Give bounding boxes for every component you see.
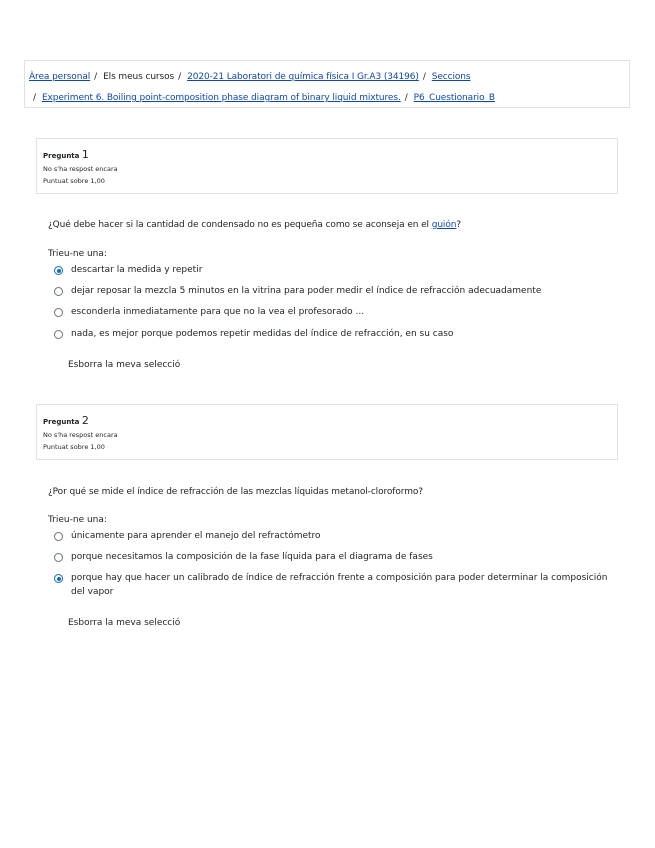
question-1-answer-d[interactable] <box>54 327 614 341</box>
breadcrumb-sections-link[interactable]: Seccions <box>431 72 471 82</box>
breadcrumb-line-1 <box>29 67 625 88</box>
question-label: Pregunta <box>43 152 80 160</box>
question-1-text-part: ¿Qué debe hacer si la cantidad de condensado no es pequeña como se aconseja en el <box>48 220 432 230</box>
question-2-answer-a[interactable] <box>54 529 614 543</box>
radio-icon[interactable] <box>54 308 63 317</box>
question-2-number <box>43 414 611 427</box>
question-label: Pregunta <box>43 418 80 426</box>
question-1-grade: Puntuat sobre 1,00 <box>43 177 105 185</box>
radio-icon[interactable] <box>54 330 63 339</box>
question-2-info <box>36 404 618 460</box>
question-number: 2 <box>81 414 89 427</box>
breadcrumb-separator: / <box>94 72 98 82</box>
question-number: 1 <box>81 148 89 161</box>
answer-label[interactable]: dejar reposar la mezcla 5 minutos en la vitrina para poder medir el índice de refracción adecuadamente <box>71 286 542 296</box>
question-2-text: ¿Por qué se mide el índice de refracción de las mezclas líquidas metanol-cloroformo? <box>48 487 423 497</box>
breadcrumb-line-2 <box>29 88 625 109</box>
radio-selected-icon[interactable] <box>54 574 63 583</box>
guion-link[interactable]: guión <box>431 220 457 230</box>
question-1-prompt: Trieu-ne una: <box>48 249 107 259</box>
breadcrumb <box>24 60 630 108</box>
question-1-text-end: ? <box>456 220 462 230</box>
breadcrumb-quiz-link[interactable]: P6_Cuestionario_B <box>413 93 495 103</box>
radio-icon[interactable] <box>54 287 63 296</box>
answer-label[interactable]: nada, es mejor porque podemos repetir medidas del índice de refracción, en su caso <box>71 329 454 339</box>
breadcrumb-separator: / <box>404 93 408 103</box>
question-1-number <box>43 148 611 161</box>
answer-label[interactable]: porque necesitamos la composición de la fase líquida para el diagrama de fases <box>71 552 433 562</box>
breadcrumb-separator: / <box>33 93 36 103</box>
question-1-answer-a[interactable] <box>54 263 614 277</box>
question-2-clear-selection[interactable]: Esborra la meva selecció <box>68 618 181 628</box>
question-2-state: No s'ha respost encara <box>43 431 118 439</box>
question-2-answer-c[interactable] <box>54 571 614 599</box>
breadcrumb-courses: Els meus cursos <box>103 72 175 82</box>
radio-icon[interactable] <box>54 553 63 562</box>
answer-label[interactable]: descartar la medida y repetir <box>71 265 203 275</box>
breadcrumb-separator: / <box>178 72 182 82</box>
answer-label[interactable]: esconderla inmediatamente para que no la vea el profesorado ... <box>71 307 365 317</box>
question-1-answer-b[interactable] <box>54 284 614 298</box>
breadcrumb-separator: / <box>422 72 426 82</box>
question-2-answer-b[interactable] <box>54 550 614 564</box>
radio-icon[interactable] <box>54 532 63 541</box>
answer-label[interactable]: únicamente para aprender el manejo del refractómetro <box>71 531 321 541</box>
breadcrumb-course-link[interactable]: 2020-21 Laboratori de química física I Gr.A3 (34196) <box>187 72 419 82</box>
question-2-prompt: Trieu-ne una: <box>48 515 107 525</box>
radio-selected-icon[interactable] <box>54 266 63 275</box>
question-1-state: No s'ha respost encara <box>43 165 118 173</box>
breadcrumb-home-link[interactable]: Àrea personal <box>29 72 91 82</box>
question-2-grade: Puntuat sobre 1,00 <box>43 443 105 451</box>
question-1-info <box>36 138 618 194</box>
question-1-answer-c[interactable] <box>54 305 614 319</box>
breadcrumb-experiment-link[interactable]: Experiment 6. Boiling point-composition phase diagram of binary liquid mixtures. <box>41 93 401 103</box>
question-1-clear-selection[interactable]: Esborra la meva selecció <box>68 360 181 370</box>
question-1-text <box>48 220 461 230</box>
answer-label[interactable]: porque hay que hacer un calibrado de índice de refracción frente a composición para poder determinar la composición del vapor <box>71 573 608 597</box>
